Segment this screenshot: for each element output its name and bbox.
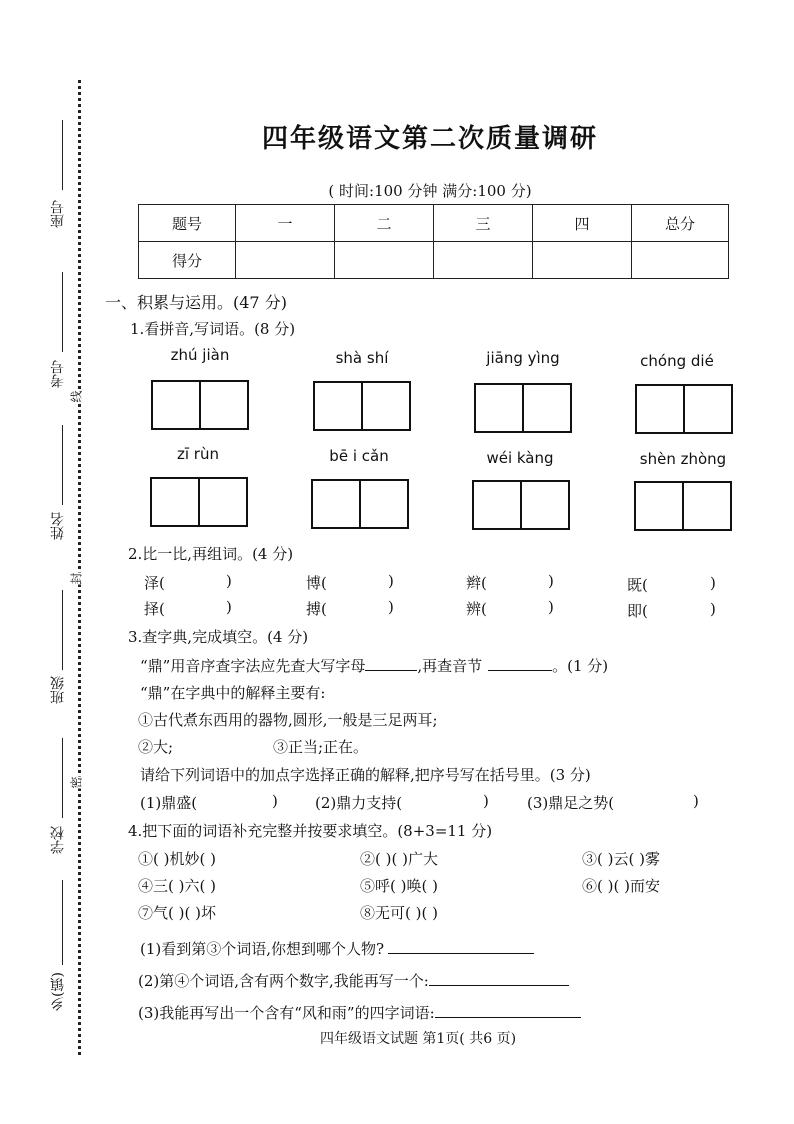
answer-box[interactable] xyxy=(151,380,201,430)
section-1-heading: 一、积累与运用。(47 分) xyxy=(105,293,287,312)
answer-box[interactable] xyxy=(198,477,248,527)
compare-close: ) xyxy=(548,572,554,590)
pinyin-8: shèn zhòng xyxy=(639,450,727,468)
class-line xyxy=(62,590,63,670)
answer-box[interactable] xyxy=(199,380,249,430)
exam-info: ( 时间:100 分钟 满分:100 分) xyxy=(328,182,532,200)
score-col-4: 四 xyxy=(533,205,632,242)
idiom-7: ⑦气( )( )坏 xyxy=(138,904,216,922)
compare-item: 搏( xyxy=(306,600,327,618)
seal-feng: 封 xyxy=(66,572,87,584)
q3-instruction: 请给下列词语中的加点字选择正确的解释,把序号写在括号里。(3 分) xyxy=(140,766,591,784)
q3-line1 xyxy=(140,655,608,676)
answer-box[interactable] xyxy=(682,481,732,531)
q3-option-3: (3)鼎足之势( xyxy=(527,794,615,812)
page-title: 四年级语文第二次质量调研 xyxy=(261,124,598,154)
q4-sub-2-text: (2)第④个词语,含有两个数字,我能再写一个: xyxy=(138,972,429,990)
idiom-4: ④三( )六( ) xyxy=(138,877,216,895)
answer-box[interactable] xyxy=(313,381,363,431)
answer-box[interactable] xyxy=(472,480,522,530)
page-footer: 四年级语文试题 第1页( 共6 页) xyxy=(319,1031,517,1047)
answer-line[interactable] xyxy=(388,953,534,954)
idiom-5: ⑤呼( )唤( ) xyxy=(360,877,438,895)
q3-close: ) xyxy=(272,792,278,810)
town-label: 乡(镇) xyxy=(50,972,66,1011)
compare-item: 辨( xyxy=(466,600,487,618)
name-label: 姓名 xyxy=(50,512,66,540)
q3-meaning-3: ③正当;正在。 xyxy=(273,738,369,756)
pinyin-3: jiāng yìng xyxy=(486,349,560,367)
pinyin-5: zī rùn xyxy=(177,445,219,463)
q1-prompt: 1.看拼音,写词语。(8 分) xyxy=(130,320,296,338)
school-label: 学校 xyxy=(50,826,66,854)
answer-box[interactable] xyxy=(474,383,524,433)
seat-label: 座号 xyxy=(50,200,66,228)
q4-prompt: 4.把下面的词语补充完整并按要求填空。(8+3=11 分) xyxy=(128,822,493,840)
blank-letter[interactable] xyxy=(365,670,417,671)
q3-line2: “鼎”在字典中的解释主要有: xyxy=(140,684,326,702)
q3-prompt: 3.查字典,完成填空。(4 分) xyxy=(128,628,309,646)
q3-line1-text: ,再查音节 xyxy=(417,657,483,675)
score-table-row-score xyxy=(139,242,729,279)
pinyin-4: chóng dié xyxy=(640,352,714,370)
town-line xyxy=(62,880,63,965)
compare-item: 择( xyxy=(144,600,165,618)
idiom-6: ⑥( )( )而安 xyxy=(582,877,660,895)
answer-box[interactable] xyxy=(520,480,570,530)
q3-meaning-2: ②大; xyxy=(138,738,174,756)
q3-line1-text: “鼎”用音序查字法应先查大写字母 xyxy=(140,657,366,675)
answer-box[interactable] xyxy=(683,384,733,434)
score-table-header: 题号 xyxy=(139,205,236,242)
q4-sub-3 xyxy=(138,1002,581,1023)
q3-close: ) xyxy=(483,792,489,810)
answer-box[interactable] xyxy=(361,381,411,431)
score-cell[interactable] xyxy=(335,242,434,279)
pinyin-7: wéi kàng xyxy=(486,449,554,467)
score-cell[interactable] xyxy=(533,242,632,279)
idiom-2: ②( )( )广大 xyxy=(360,850,438,868)
compare-item: 即( xyxy=(627,602,648,620)
q4-sub-3-text: (3)我能再写出一个含有“风和雨”的四字词语: xyxy=(138,1004,435,1022)
score-col-3: 三 xyxy=(434,205,533,242)
score-col-2: 二 xyxy=(335,205,434,242)
answer-box[interactable] xyxy=(522,383,572,433)
answer-box[interactable] xyxy=(311,479,361,529)
pinyin-1: zhú jiàn xyxy=(170,346,230,364)
compare-item: 博( xyxy=(306,574,327,592)
answer-box[interactable] xyxy=(635,384,685,434)
score-table xyxy=(138,204,729,279)
pinyin-2: shà shí xyxy=(335,349,389,367)
score-cell[interactable] xyxy=(236,242,335,279)
idiom-3: ③( )云( )雾 xyxy=(582,850,660,868)
compare-item: 泽( xyxy=(144,574,165,592)
exam-no-label: 考号 xyxy=(50,360,66,388)
name-line xyxy=(62,425,63,505)
seal-mi: 密 xyxy=(66,776,87,788)
compare-close: ) xyxy=(388,572,394,590)
class-label: 班级 xyxy=(50,676,66,704)
q2-prompt: 2.比一比,再组词。(4 分) xyxy=(128,545,294,563)
score-table-row-number xyxy=(139,205,729,242)
seal-xian: 线 xyxy=(66,390,87,402)
answer-box[interactable] xyxy=(634,481,684,531)
idiom-1: ①( )机妙( ) xyxy=(138,850,216,868)
q3-option-2: (2)鼎力支持( xyxy=(315,794,403,812)
answer-line[interactable] xyxy=(429,985,569,986)
school-line xyxy=(62,738,63,818)
q3-close: ) xyxy=(693,792,699,810)
compare-close: ) xyxy=(710,600,716,618)
q4-sub-2 xyxy=(138,970,569,991)
compare-close: ) xyxy=(548,598,554,616)
idiom-8: ⑧无可( )( ) xyxy=(360,904,438,922)
q4-sub-1-text: (1)看到第③个词语,你想到哪个人物? xyxy=(140,940,385,958)
answer-box[interactable] xyxy=(359,479,409,529)
score-col-total: 总分 xyxy=(632,205,729,242)
answer-box[interactable] xyxy=(150,477,200,527)
exam-no-line xyxy=(62,272,63,352)
q3-line1-score: 。(1 分) xyxy=(552,657,609,675)
compare-item: 既( xyxy=(627,576,648,594)
answer-line[interactable] xyxy=(435,1017,581,1018)
pinyin-6: bē i cǎn xyxy=(329,447,389,465)
compare-close: ) xyxy=(226,598,232,616)
q3-option-1: (1)鼎盛( xyxy=(140,794,198,812)
blank-syllable[interactable] xyxy=(488,670,552,671)
compare-close: ) xyxy=(388,598,394,616)
binding-dotted-line xyxy=(78,80,81,1055)
compare-item: 辫( xyxy=(466,574,487,592)
score-cell[interactable] xyxy=(632,242,729,279)
q3-meaning-1: ①古代煮东西用的器物,圆形,一般是三足两耳; xyxy=(138,711,438,729)
score-cell[interactable] xyxy=(434,242,533,279)
compare-close: ) xyxy=(226,572,232,590)
q4-sub-1 xyxy=(140,938,534,959)
compare-close: ) xyxy=(710,574,716,592)
score-col-1: 一 xyxy=(236,205,335,242)
score-row-label: 得分 xyxy=(139,242,236,279)
